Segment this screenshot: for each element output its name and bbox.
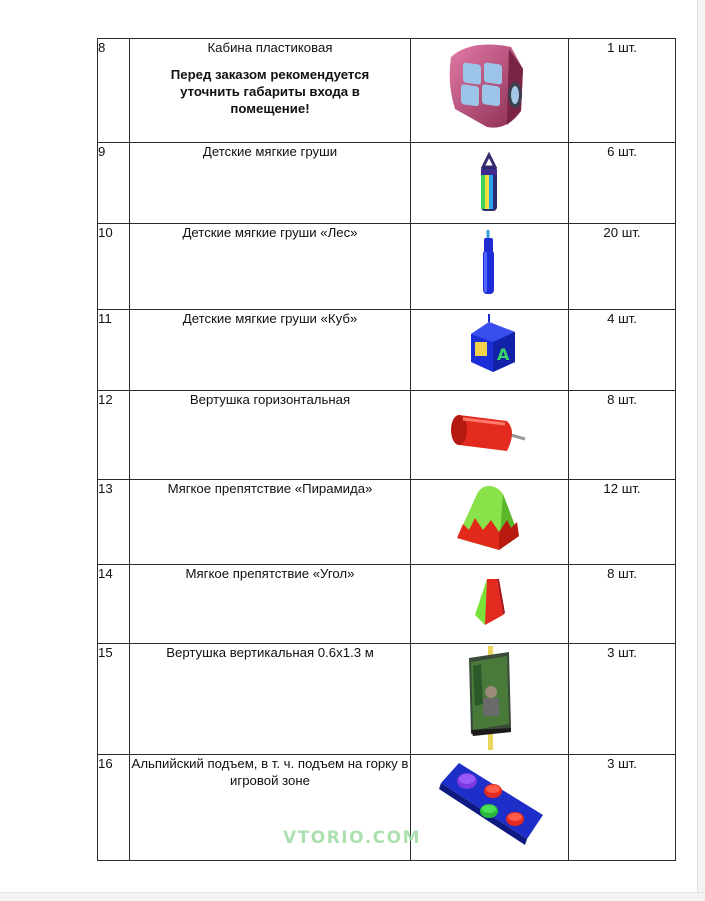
item-name: Детские мягкие груши «Куб»: [130, 310, 411, 391]
row-number: 16: [98, 755, 130, 861]
table-row: [98, 565, 676, 644]
row-number: 11: [98, 310, 130, 391]
row-number: 14: [98, 565, 130, 644]
item-quantity: 6 шт.: [569, 143, 676, 224]
table-row: [98, 644, 676, 755]
item-quantity: 12 шт.: [569, 480, 676, 565]
watermark: VTORIO.COM: [283, 828, 422, 848]
page-right-edge: [697, 0, 705, 900]
plastic-cabin-icon: [411, 39, 569, 143]
svg-text:A: A: [497, 345, 510, 364]
vertical-spinner-icon: [411, 644, 569, 755]
row-number: 12: [98, 391, 130, 480]
item-name: Мягкое препятствие «Угол»: [130, 565, 411, 644]
item-name: Мягкое препятствие «Пирамида»: [130, 480, 411, 565]
item-name: [130, 39, 411, 143]
item-image-cell: [411, 39, 569, 143]
item-name: Детские мягкие груши: [130, 143, 411, 224]
table-row: [98, 391, 676, 480]
item-name: Вертушка вертикальная 0.6х1.3 м: [130, 644, 411, 755]
item-quantity: 8 шт.: [569, 391, 676, 480]
items-table: [97, 38, 676, 861]
horizontal-spinner-icon: [411, 391, 569, 480]
table-row: [98, 224, 676, 310]
item-quantity: 3 шт.: [569, 644, 676, 755]
table-row: [98, 480, 676, 565]
cube-punching-bag-icon: [411, 310, 569, 391]
row-number: 8: [98, 39, 130, 143]
table-row: [98, 143, 676, 224]
item-image-cell: [411, 565, 569, 644]
item-name: Вертушка горизонтальная: [130, 391, 411, 480]
item-name-text: Кабина пластиковая: [207, 40, 333, 55]
soft-punching-bag-icon: [411, 143, 569, 224]
item-quantity: 3 шт.: [569, 755, 676, 861]
item-name: Детские мягкие груши «Лес»: [130, 224, 411, 310]
row-number: 10: [98, 224, 130, 310]
pyramid-obstacle-icon: [411, 480, 569, 565]
item-image-cell: [411, 224, 569, 310]
item-quantity: 1 шт.: [569, 39, 676, 143]
row-number: 15: [98, 644, 130, 755]
row-number: 13: [98, 480, 130, 565]
table-row: [98, 39, 676, 143]
item-image-cell: [411, 310, 569, 391]
item-note: Перед заказом рекомендуется уточнить габариты входа в помещение!: [170, 67, 370, 116]
forest-punching-bag-icon: [411, 224, 569, 310]
corner-obstacle-icon: [411, 565, 569, 644]
table-row: [98, 310, 676, 391]
item-image-cell: [411, 143, 569, 224]
item-quantity: 4 шт.: [569, 310, 676, 391]
item-image-cell: [411, 644, 569, 755]
item-image-cell: [411, 480, 569, 565]
item-name: Альпийский подъем, в т. ч. подъем на горку в игровой зоне: [130, 755, 411, 861]
item-image-cell: [411, 755, 569, 861]
item-quantity: 20 шт.: [569, 224, 676, 310]
climbing-panel-icon: [411, 755, 569, 861]
item-quantity: 8 шт.: [569, 565, 676, 644]
item-image-cell: [411, 391, 569, 480]
row-number: 9: [98, 143, 130, 224]
